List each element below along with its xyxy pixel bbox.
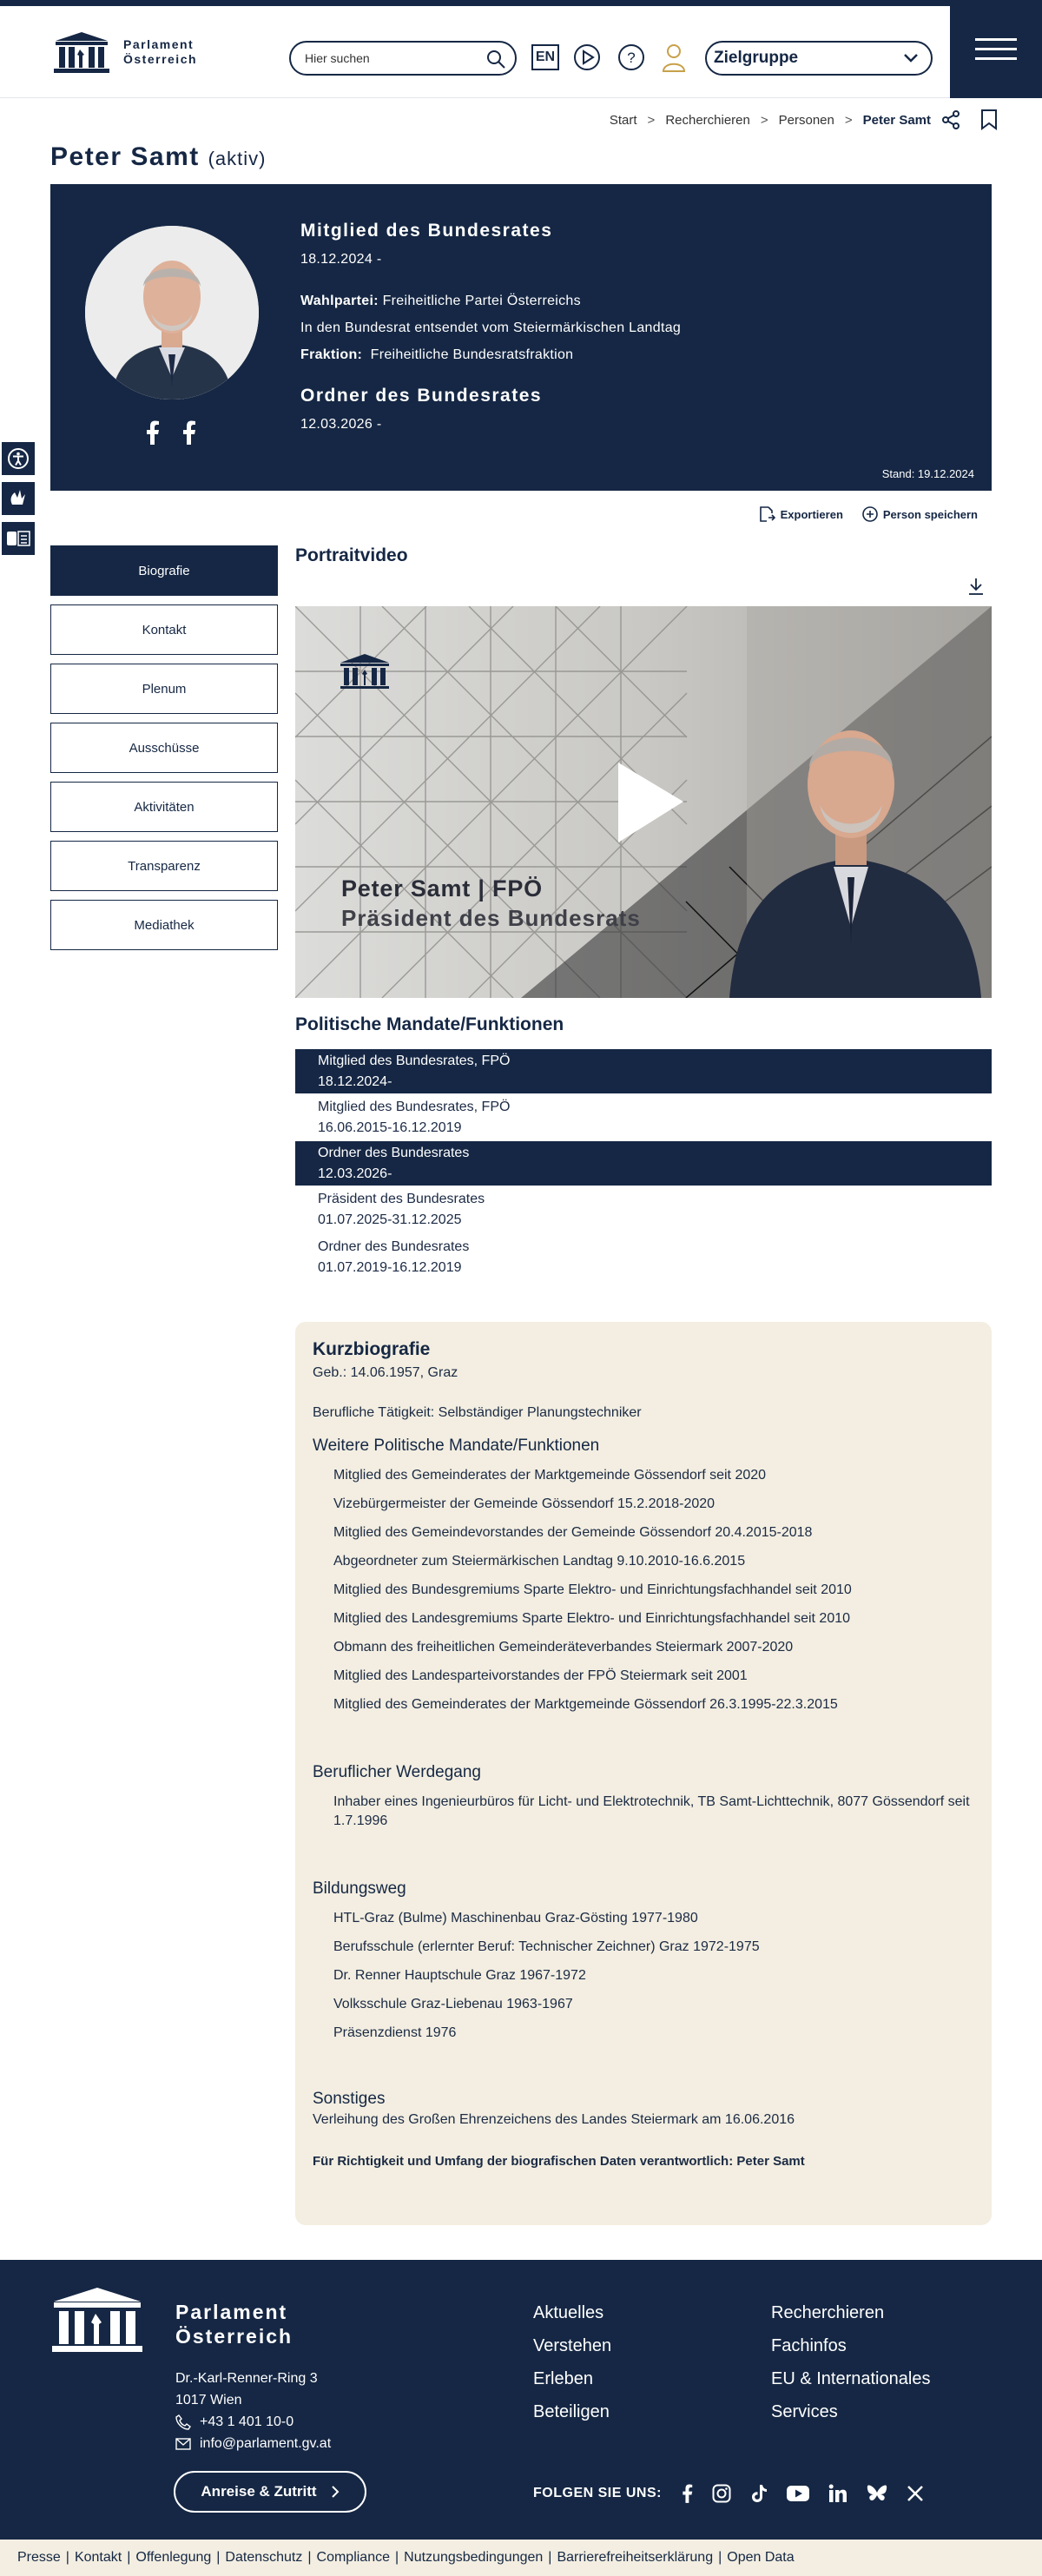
svg-text:?: ? <box>627 50 636 66</box>
save-person-label: Person speichern <box>882 507 978 521</box>
breadcrumb-recherchieren[interactable]: Recherchieren <box>665 112 750 128</box>
phone-link[interactable]: +43 1 401 10-0 <box>200 2414 294 2429</box>
mandate-date: 01.07.2025-31.12.2025 <box>318 1212 462 1227</box>
person-hero <box>50 184 992 491</box>
main-content <box>295 545 992 2169</box>
save-person-button[interactable] <box>862 505 978 523</box>
logo-line1: Parlament <box>123 37 195 51</box>
mandate-row <box>295 1093 992 1141</box>
sign-language-icon[interactable] <box>0 480 36 517</box>
tab-biografie[interactable]: Biografie <box>50 545 278 596</box>
footer-link[interactable]: Beteiligen <box>533 2402 610 2421</box>
legal-link[interactable]: Kontakt <box>74 2550 122 2565</box>
list-item: HTL-Graz (Bulme) Maschinenbau Graz-Gösting 1977-1980 <box>333 1911 698 1925</box>
person-status: (aktiv) <box>208 148 267 169</box>
facebook-icon[interactable] <box>144 420 160 445</box>
breadcrumb: Start > Recherchieren > Personen > Peter Samt <box>610 109 999 130</box>
mandate-title: Ordner des Bundesrates <box>318 1145 470 1160</box>
footer-nav-col-2 <box>771 2296 930 2428</box>
biography-box <box>295 1322 992 2225</box>
person-name: Peter Samt <box>50 142 200 171</box>
breadcrumb-personen[interactable]: Personen <box>778 112 834 128</box>
party-label: Wahlpartei: <box>300 294 379 308</box>
target-group-label: Zielgruppe <box>714 49 799 67</box>
accessibility-tools <box>0 440 36 560</box>
other-heading: Sonstiges <box>313 2090 386 2108</box>
footer-link[interactable]: EU & Internationales <box>771 2369 931 2388</box>
footer-nav-col-1 <box>533 2296 611 2428</box>
download-icon[interactable] <box>967 577 985 596</box>
logo[interactable] <box>52 30 197 74</box>
bookmark-icon[interactable] <box>979 109 999 130</box>
legal-link[interactable]: Open Data <box>727 2550 795 2565</box>
faction-value: Freiheitliche Bundesratsfraktion <box>370 347 574 362</box>
education-heading: Bildungsweg <box>313 1879 406 1898</box>
social-links <box>533 2483 924 2504</box>
arrival-button[interactable] <box>174 2471 366 2513</box>
site-footer <box>0 2260 1042 2540</box>
list-item: Berufsschule (erlernter Beruf: Technischer Zeichner) Graz 1972-1975 <box>333 1939 760 1954</box>
user-icon[interactable] <box>660 43 688 71</box>
chevron-down-icon <box>903 53 919 63</box>
parliament-logo-icon[interactable] <box>50 2286 144 2354</box>
language-button[interactable]: EN <box>531 44 559 70</box>
arrival-label: Anreise & Zutritt <box>201 2483 317 2500</box>
mandate-list <box>295 1049 992 1281</box>
footer-title-line2: Österreich <box>175 2325 293 2348</box>
share-icon[interactable] <box>941 110 960 129</box>
other-text: Verleihung des Großen Ehrenzeichens des Landes Steiermark am 16.06.2016 <box>313 2112 795 2127</box>
delegation-text: In den Bundesrat entsendet vom Steiermärkischen Landtag <box>300 320 682 335</box>
legal-link[interactable]: Nutzungsbedingungen <box>404 2550 544 2565</box>
party-value: Freiheitliche Partei Österreichs <box>382 294 581 308</box>
role-2-date: 12.03.2026 - <box>300 417 382 432</box>
list-item: Dr. Renner Hauptschule Graz 1967-1972 <box>333 1968 586 1983</box>
facebook-icon[interactable] <box>181 420 196 445</box>
stand-date: Stand: 19.12.2024 <box>881 467 974 480</box>
role-1-date: 18.12.2024 - <box>300 252 382 267</box>
video-heading: Portraitvideo <box>295 545 408 565</box>
mandate-date: 16.06.2015-16.12.2019 <box>318 1120 462 1135</box>
person-actions <box>758 505 978 523</box>
parliament-logo-icon <box>52 30 111 74</box>
play-icon[interactable] <box>573 43 601 71</box>
bluesky-icon[interactable] <box>867 2484 887 2503</box>
bio-job: Berufliche Tätigkeit: Selbständiger Planungstechniker <box>313 1405 642 1420</box>
portrait-video[interactable] <box>295 606 992 998</box>
career-list <box>313 1793 974 1831</box>
export-icon <box>758 505 775 523</box>
mandate-title: Mitglied des Bundesrates, FPÖ <box>318 1099 511 1114</box>
legal-links: Presse | Kontakt | Offenlegung | Datenschutz | Compliance | Nutzungsbedingungen | Barrierefreiheitserklärung | Open Data <box>0 2540 1042 2576</box>
faction-label: Fraktion: <box>300 347 363 362</box>
footer-link[interactable]: Verstehen <box>533 2336 612 2355</box>
x-icon[interactable] <box>907 2485 924 2502</box>
list-item: Mitglied des Landesparteivorstandes der FPÖ Steiermark seit 2001 <box>333 1668 748 1683</box>
tab-transparenz[interactable]: Transparenz <box>50 841 278 891</box>
email-link[interactable]: info@parlament.gv.at <box>200 2436 332 2451</box>
list-item: Obmann des freiheitlichen Gemeinderäteverbandes Steiermark 2007-2020 <box>333 1640 794 1655</box>
legal-link[interactable]: Barrierefreiheitserklärung <box>557 2550 714 2565</box>
address-street: Dr.-Karl-Renner-Ring 3 <box>175 2371 318 2386</box>
list-item: Mitglied des Bundesgremiums Sparte Elektro- und Einrichtungsfachhandel seit 2010 <box>333 1582 852 1597</box>
tab-aktivitaeten[interactable]: Aktivitäten <box>50 782 278 832</box>
footer-link[interactable]: Recherchieren <box>771 2303 885 2322</box>
list-item: Abgeordneter zum Steiermärkischen Landtag 9.10.2010-16.6.2015 <box>333 1554 746 1569</box>
person-photo <box>85 226 259 400</box>
site-header <box>0 6 1042 98</box>
tab-mediathek[interactable]: Mediathek <box>50 900 278 950</box>
search-input[interactable] <box>305 51 478 65</box>
legal-link[interactable]: Presse <box>17 2550 61 2565</box>
target-group-select[interactable] <box>705 41 933 76</box>
easy-language-icon[interactable] <box>0 520 36 557</box>
role-2-title: Ordner des Bundesrates <box>300 386 543 406</box>
further-mandates-heading: Weitere Politische Mandate/Funktionen <box>313 1437 600 1455</box>
list-item: Inhaber eines Ingenieurbüros für Licht- und Elektrotechnik, TB Samt-Lichttechnik, 8077 Gössendorf seit 1.7.1996 <box>333 1794 970 1828</box>
footer-link[interactable]: Aktuelles <box>533 2303 604 2322</box>
address-city: 1017 Wien <box>175 2393 242 2408</box>
mandate-title: Ordner des Bundesrates <box>318 1238 470 1254</box>
hamburger-icon <box>975 31 1017 67</box>
mandate-row <box>295 1186 992 1233</box>
video-caption-line2: Präsident des Bundesrats <box>341 905 641 931</box>
instagram-icon[interactable] <box>712 2484 731 2503</box>
accessibility-icon[interactable] <box>0 440 36 477</box>
legal-link[interactable]: Datenschutz <box>225 2550 303 2565</box>
help-icon[interactable] <box>617 43 645 71</box>
logo-line2: Österreich <box>123 52 198 66</box>
list-item: Mitglied des Landesgremiums Sparte Elektro- und Einrichtungsfachhandel seit 2010 <box>333 1611 851 1626</box>
mandate-title: Präsident des Bundesrates <box>318 1191 485 1206</box>
follow-label: FOLGEN SIE UNS: <box>533 2486 662 2500</box>
footer-address <box>175 2368 331 2454</box>
footer-title-line1: Parlament <box>175 2301 288 2323</box>
mandate-title: Mitglied des Bundesrates, FPÖ <box>318 1053 511 1068</box>
top-stripe <box>0 0 1042 6</box>
mandate-date: 12.03.2026- <box>318 1166 392 1181</box>
legal-link[interactable]: Compliance <box>316 2550 390 2565</box>
footer-link[interactable]: Services <box>771 2402 838 2421</box>
footer-link[interactable]: Fachinfos <box>771 2336 847 2355</box>
tiktok-icon[interactable] <box>750 2484 768 2503</box>
education-list <box>313 1909 974 2043</box>
career-heading: Beruflicher Werdegang <box>313 1763 481 1781</box>
footer-link[interactable]: Erleben <box>533 2369 593 2388</box>
menu-button[interactable] <box>950 0 1042 98</box>
mandate-row <box>295 1141 992 1186</box>
mandates-heading: Politische Mandate/Funktionen <box>295 1014 564 1034</box>
search-icon[interactable] <box>485 49 506 74</box>
further-mandates-list <box>313 1466 974 1714</box>
video-caption-line1: Peter Samt | FPÖ <box>341 875 543 902</box>
list-item: Volksschule Graz-Liebenau 1963-1967 <box>333 1997 573 2011</box>
linkedin-icon[interactable] <box>828 2484 847 2503</box>
tab-ausschuesse[interactable]: Ausschüsse <box>50 723 278 773</box>
breadcrumb-current: Peter Samt <box>862 112 931 128</box>
bio-heading: Kurzbiografie <box>313 1339 431 1359</box>
plus-circle-icon <box>862 506 878 522</box>
mail-icon <box>175 2438 191 2450</box>
list-item: Mitglied des Gemeinderates der Marktgemeinde Gössendorf 26.3.1995-22.3.2015 <box>333 1697 838 1712</box>
chevron-right-icon <box>331 2485 340 2499</box>
mandate-row <box>295 1233 992 1281</box>
role-1-title: Mitglied des Bundesrates <box>300 221 553 241</box>
list-item: Mitglied des Gemeindevorstandes der Gemeinde Gössendorf 20.4.2015-2018 <box>333 1525 813 1540</box>
facebook-icon[interactable] <box>681 2483 693 2504</box>
breadcrumb-start[interactable]: Start <box>609 112 637 128</box>
tab-kontakt[interactable]: Kontakt <box>50 604 278 655</box>
phone-icon <box>175 2414 191 2430</box>
responsible-note: Für Richtigkeit und Umfang der biografischen Daten verantwortlich: Peter Samt <box>313 2154 805 2169</box>
mandate-date: 18.12.2024- <box>318 1073 392 1089</box>
bio-born: Geb.: 14.06.1957, Graz <box>313 1365 458 1380</box>
export-button[interactable] <box>758 505 843 523</box>
page-title <box>50 142 266 172</box>
export-label: Exportieren <box>780 507 843 521</box>
person-tabs <box>50 545 278 959</box>
tab-plenum[interactable]: Plenum <box>50 664 278 714</box>
mandate-row <box>295 1049 992 1093</box>
search-box <box>289 41 517 76</box>
list-item: Vizebürgermeister der Gemeinde Gössendorf 15.2.2018-2020 <box>333 1496 716 1511</box>
mandates-section <box>295 1014 992 1281</box>
list-item: Mitglied des Gemeinderates der Marktgemeinde Gössendorf seit 2020 <box>333 1468 767 1483</box>
list-item: Präsenzdienst 1976 <box>333 2025 457 2040</box>
footer-title <box>175 2300 293 2348</box>
mandate-date: 01.07.2019-16.12.2019 <box>318 1259 462 1275</box>
legal-link[interactable]: Offenlegung <box>135 2550 212 2565</box>
youtube-icon[interactable] <box>787 2485 809 2502</box>
